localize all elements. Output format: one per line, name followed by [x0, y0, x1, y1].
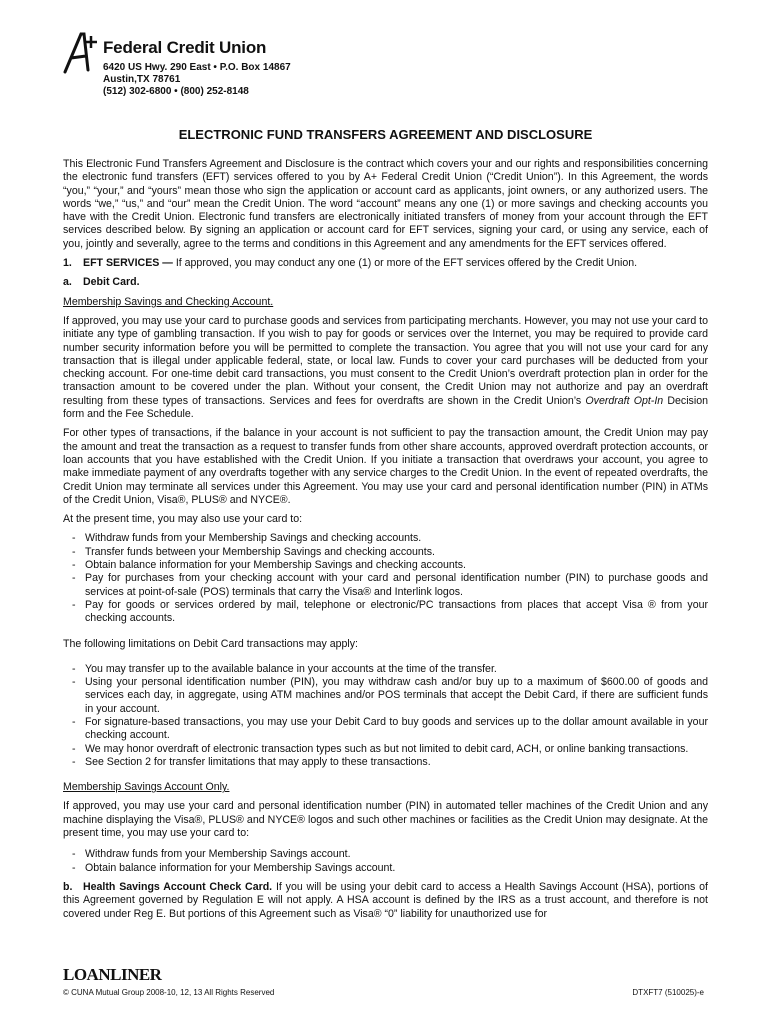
list-item: - You may transfer up to the available balance in your accounts at the time of the transfer. — [63, 663, 708, 676]
phone: (512) 302-6800 • (800) 252-8148 — [103, 86, 249, 97]
subsection-b-heading: Health Savings Account Check Card. — [83, 880, 273, 893]
list-item: - Withdraw funds from your Membership Savings account. — [63, 848, 708, 861]
form-code: DTXFT7 (510025)-e — [632, 988, 704, 997]
list-item: - Obtain balance information for your Membership Savings account. — [63, 862, 708, 875]
limitations-list — [63, 663, 708, 769]
document-page — [63, 30, 708, 927]
list-item: - Using your personal identification number (PIN), you may withdraw cash and/or buy up to a maximum of $600.00 of goods and services each day, in aggregate, using ATM machines and/or POS terminals that accept the Debit Card, if there are sufficient funds in your account. — [63, 676, 708, 716]
list-item: - Obtain balance information for your Membership Savings and checking accounts. — [63, 559, 708, 572]
list-item: - Withdraw funds from your Membership Savings and checking accounts. — [63, 532, 708, 545]
loanliner-logo: LOANLINER — [63, 965, 162, 984]
card-use-text: If approved, you may use your card to purchase goods and services from participating merchants. However, you may not use your card to initiate any type of gambling transaction. If you wish to pay for goods or services over the Internet, you may be required to provide card number security information before you will be permitted to complete the transaction. You agree that you will not use your card for any transaction that is illegal under applicable federal, state, or local law. Funds to cover your card purchases will be deducted from your checking account. For one-time debit card transactions, you must consent to the Credit Union’s overdraft protection plan in order for the transaction amount to be covered under the plan. Without your consent, the Credit Union may not authorize and pay an overdraft resulting from these types of transactions. Services and fees for overdrafts are shown in the Credit Union’s — [63, 314, 708, 407]
org-name: Federal Credit Union — [103, 38, 267, 57]
card-use-paragraph — [63, 315, 708, 421]
address-line1: 6420 US Hwy. 290 East • P.O. Box 14867 — [103, 62, 291, 73]
address-line2: Austin,TX 78761 — [103, 74, 181, 85]
subsection-a-letter: a. — [63, 276, 72, 289]
list-item: - See Section 2 for transfer limitations that may apply to these transactions. — [63, 756, 708, 769]
list-item: - We may honor overdraft of electronic transaction types such as but not limited to debit card, ACH, or online banking transactions. — [63, 743, 708, 756]
list-item: - Transfer funds between your Membership Savings and checking accounts. — [63, 546, 708, 559]
section1 — [63, 257, 708, 270]
subsection-a-heading: Debit Card. — [83, 276, 140, 289]
present-time-intro: At the present time, you may also use your card to: — [63, 513, 303, 526]
savings-uses-list — [63, 848, 708, 875]
a-plus-logo-icon — [61, 30, 107, 74]
list-item: - Pay for goods or services ordered by mail, telephone or electronic/PC transactions from places that accept Visa ® from your checking accounts. — [63, 599, 708, 626]
intro-paragraph: This Electronic Fund Transfers Agreement and Disclosure is the contract which covers your and our rights and responsibilities concerning the electronic fund transfers (EFT) services offered to you by A+ Federal Credit Union (“Credit Union”). In this Agreement, the words “you,” “your,” and “yours” mean those who sign the application or account card as applicants, joint owners, or any authorized users. The words “we,” “us,” and “our” mean the Credit Union. The word “account” means any one (1) or more savings and checking accounts you have with the Credit Union. Electronic fund transfers are electronically initiated transfers of money from your account through the EFT services described below. By signing an application or account card for EFT services, signing your card, or using any service, each of you, jointly and severally, agree to the terms and conditions in this Agreement and any amendments for the EFT services offered. — [63, 158, 708, 250]
letterhead — [63, 30, 708, 100]
savings-only-paragraph: If approved, you may use your card and personal identification number (PIN) in automated teller machines of the Credit Union and any machine displaying the Visa®, PLUS® and NYCE® logos and such other machines or facilities as the Credit Union may designate. At the present time, you may use your card to: — [63, 800, 708, 840]
subsection-b — [63, 881, 708, 921]
overdraft-opt-in: Overdraft Opt-In — [585, 394, 664, 407]
section1-heading: EFT SERVICES — — [83, 257, 173, 270]
list-item: - For signature-based transactions, you may use your Debit Card to buy goods and services up to the dollar amount available in your checking account. — [63, 716, 708, 743]
section1-text: If approved, you may conduct any one (1) or more of the EFT services offered by the Credit Union. — [172, 257, 638, 270]
savings-only-heading: Membership Savings Account Only. — [63, 781, 230, 794]
limitations-intro: The following limitations on Debit Card transactions may apply: — [63, 637, 358, 650]
subsection-a — [63, 276, 708, 289]
overdraft-paragraph: For other types of transactions, if the balance in your account is not sufficient to pay the transaction amount, the Credit Union may pay the amount and treat the transaction as a request to transfer funds from other share accounts, approved overdraft protection accounts, or loan accounts that you have established with the Credit Union. If you initiate a transaction that overdraws your account, you agree to make immediate payment of any overdrafts together with any service charges to the Credit Union. In the event of repeated overdrafts, the Credit Union may terminate all services under this Agreement. You may use your card and personal identification number (PIN) in ATMs of the Credit Union, Visa®, PLUS® and NYCE®. — [63, 427, 708, 506]
card-uses-list — [63, 532, 708, 625]
subsection-b-letter: b. — [63, 880, 73, 893]
copyright: © CUNA Mutual Group 2008-10, 12, 13 All Rights Reserved — [63, 988, 275, 997]
membership-heading: Membership Savings and Checking Account. — [63, 295, 274, 308]
list-item: - Pay for purchases from your checking account with your card and personal identification number (PIN) to purchase goods and services at point-of-sale (POS) terminals that carry the Visa® and Interlink logos. — [63, 572, 708, 599]
org-address — [103, 62, 291, 98]
card-use-text-end: Decision form and the Fee Schedule. — [63, 394, 708, 421]
section1-number: 1. — [63, 257, 72, 270]
subsection-b-text: If you will be using your debit card to access a Health Savings Account (HSA), portions of this Agreement governed by Regulation E will not apply. A HSA account is defined by the IRS as a trust account, and therefore is not covered under Reg E. But portions of this Agreement such as Visa® “0” liability for unauthorized use for — [63, 880, 708, 920]
page-title: ELECTRONIC FUND TRANSFERS AGREEMENT AND DISCLOSURE — [178, 127, 593, 142]
